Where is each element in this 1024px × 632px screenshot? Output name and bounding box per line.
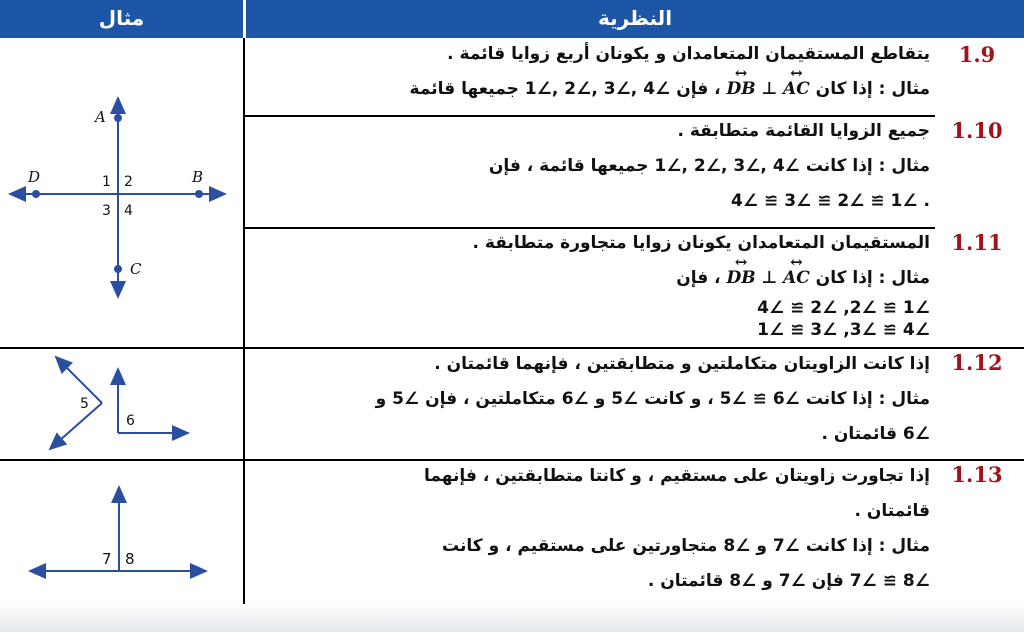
theorem-example-cont: ∠6 قائمتان . <box>821 424 930 444</box>
label-angle-3: 3 <box>102 203 111 219</box>
theorem-statement-cont: قائمتان . <box>854 501 930 521</box>
theorem-number: 1.11 <box>951 230 1003 255</box>
label-b: B <box>192 168 204 186</box>
theorem-example-cont: ∠8 ≅ ∠7 فإن ∠7 و ∠8 قائمتان . <box>647 571 930 591</box>
theorem-row-1-10 <box>250 121 930 226</box>
theorem-statement: يتقاطع المستقيمان المتعامدان و يكونان أربع زوايا قائمة . <box>447 44 930 64</box>
theorem-number: 1.13 <box>951 462 1003 487</box>
header-example: مثال <box>98 6 145 30</box>
row-divider <box>245 227 935 229</box>
theorem-statement: إذا تجاورت زاويتان على مستقيم ، و كانتا متطابقتين ، فإنهما <box>424 466 930 486</box>
label-c: C <box>130 260 142 278</box>
theorem-example: مثال : إذا كان ↔ AC ⊥ ↔ DB ، فإن <box>250 268 930 298</box>
theorem-example: مثال : إذا كان ↔ AC ⊥ ↔ DB ، فإن ∠4 ,∠3 ,∠2 ,∠1 جميعها قائمة <box>250 79 930 114</box>
column-divider <box>243 38 245 604</box>
line-notation: ↔ AC <box>783 268 810 288</box>
row-divider <box>245 115 935 117</box>
point-a <box>114 114 122 122</box>
ray-5-upper <box>56 357 102 403</box>
theorem-row-1-11 <box>250 233 930 342</box>
label-a: A <box>95 108 106 126</box>
label-angle-6: 6 <box>126 413 135 429</box>
label-angle-7: 7 <box>102 550 112 568</box>
label-angle-5: 5 <box>80 396 89 412</box>
theorem-number: 1.9 <box>958 42 996 67</box>
line-notation: ↔ DB <box>727 268 756 288</box>
label-angle-2: 2 <box>124 174 133 190</box>
line-notation: ↔ DB <box>727 79 756 99</box>
figure-angles-7-8 <box>0 461 243 604</box>
label-angle-4: 4 <box>124 203 133 219</box>
theorem-statement: إذا كانت الزاويتان متكاملتين و متطابقتين ، فإنهما قائمتان . <box>434 354 930 374</box>
theorem-row-1-12 <box>250 354 930 459</box>
point-c <box>114 265 122 273</box>
theorem-example-cont: ∠1 ≅ ∠2, ∠2 ≅ ∠4 <box>757 298 930 318</box>
label-angle-8: 8 <box>125 550 135 568</box>
table-header <box>0 0 1024 38</box>
theorem-row-1-13 <box>250 466 930 606</box>
line-notation: ↔ AC <box>783 79 810 99</box>
theorem-example-cont: ∠4 ≅ ∠3, ∠3 ≅ ∠1 <box>757 320 930 340</box>
theorem-example-cont: . ∠1 ≅ ∠2 ≅ ∠3 ≅ ∠4 <box>731 191 930 211</box>
theorem-example: مثال : إذا كانت ∠4 ,∠3 ,∠2 ,∠1 جميعها قائمة ، فإن <box>488 156 930 176</box>
label-d: D <box>28 168 41 186</box>
theorem-statement: جميع الزوايا القائمة متطابقة . <box>677 121 930 141</box>
point-d <box>32 190 40 198</box>
page-bottom-strip <box>0 604 1024 632</box>
figure-perpendicular-lines <box>0 40 243 346</box>
header-theorem: النظرية <box>597 6 673 30</box>
ray-5-lower <box>50 403 102 449</box>
theorem-row-1-9 <box>250 44 930 114</box>
theorem-number: 1.12 <box>951 350 1003 375</box>
theorem-statement: المستقيمان المتعامدان يكونان زوايا متجاورة متطابقة . <box>472 233 930 253</box>
theorem-example: مثال : إذا كانت ∠7 و ∠8 متجاورتين على مستقيم ، و كانت <box>442 536 930 556</box>
theorem-example: مثال : إذا كانت ∠6 ≅ ∠5 ، و كانت ∠5 و ∠6 متكاملتين ، فإن ∠5 و <box>375 389 930 409</box>
figure-angles-5-6 <box>0 349 243 459</box>
label-angle-1: 1 <box>102 174 111 190</box>
point-b <box>195 190 203 198</box>
theorem-number: 1.10 <box>951 118 1003 143</box>
